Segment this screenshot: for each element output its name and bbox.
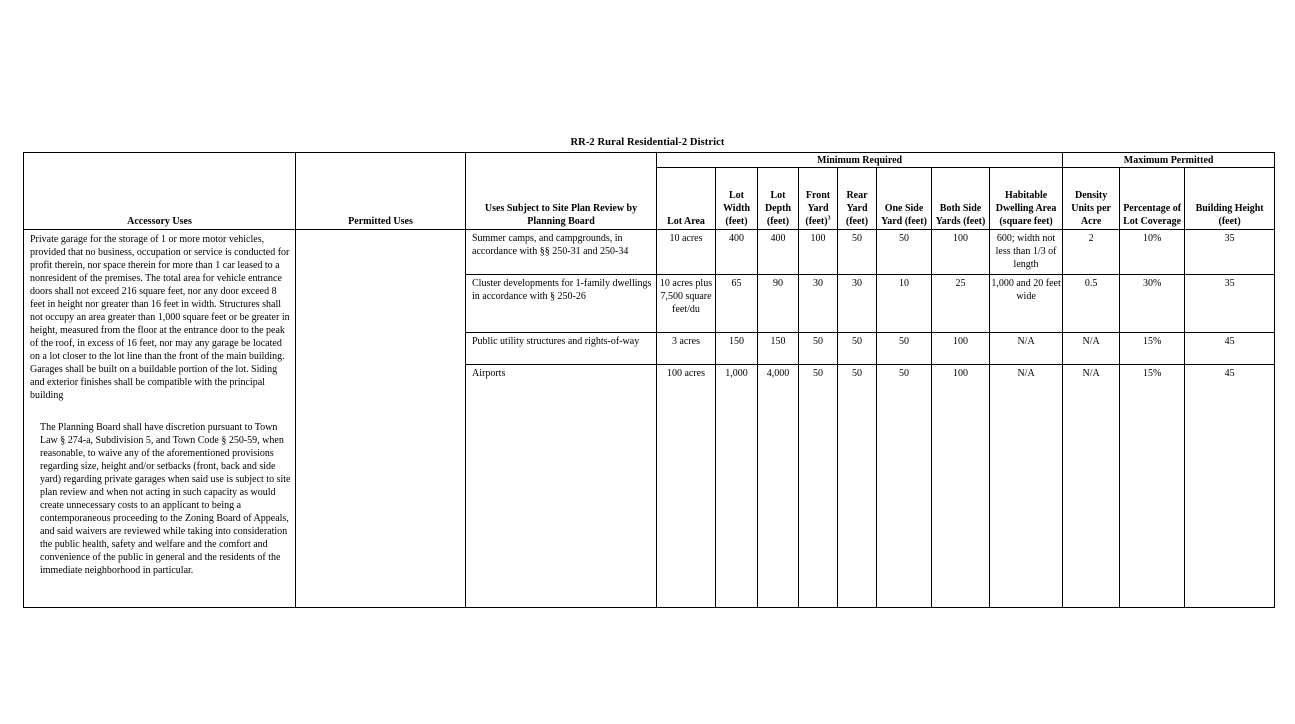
density-cell: N/A xyxy=(1063,365,1120,608)
habitable-area-cell: N/A xyxy=(990,333,1063,365)
lot-width-cell: 65 xyxy=(716,275,758,333)
building-height-cell: 35 xyxy=(1185,275,1275,333)
use-cell: Airports xyxy=(466,365,657,608)
habitable-area-cell: 600; width not less than 1/3 of length xyxy=(990,230,1063,275)
header-lot-coverage: Percentage of Lot Coverage xyxy=(1120,168,1185,230)
header-density: Density Units per Acre xyxy=(1063,168,1120,230)
rear-yard-cell: 30 xyxy=(838,275,877,333)
density-cell: 0.5 xyxy=(1063,275,1120,333)
lot-coverage-cell: 10% xyxy=(1120,230,1185,275)
rear-yard-cell: 50 xyxy=(838,333,877,365)
rear-yard-cell: 50 xyxy=(838,230,877,275)
front-yard-cell: 50 xyxy=(799,333,838,365)
lot-depth-cell: 90 xyxy=(758,275,799,333)
header-front-yard xyxy=(799,168,838,230)
zoning-table xyxy=(23,152,1275,608)
lot-width-cell: 150 xyxy=(716,333,758,365)
front-yard-cell: 30 xyxy=(799,275,838,333)
one-side-yard-cell: 10 xyxy=(877,275,932,333)
building-height-cell: 45 xyxy=(1185,365,1275,608)
lot-area-cell: 10 acres plus 7,500 square feet/du xyxy=(657,275,716,333)
header-building-height: Building Height (feet) xyxy=(1185,168,1275,230)
both-side-yards-cell: 100 xyxy=(932,230,990,275)
front-yard-cell: 50 xyxy=(799,365,838,608)
lot-coverage-cell: 15% xyxy=(1120,333,1185,365)
one-side-yard-cell: 50 xyxy=(877,230,932,275)
header-permitted-uses: Permitted Uses xyxy=(296,153,466,230)
header-site-plan-uses: Uses Subject to Site Plan Review by Planning Board xyxy=(466,153,657,230)
one-side-yard-cell: 50 xyxy=(877,365,932,608)
front-yard-footnote: 3 xyxy=(827,215,831,222)
header-minimum-required: Minimum Required xyxy=(657,153,1063,168)
density-cell: 2 xyxy=(1063,230,1120,275)
rear-yard-cell: 50 xyxy=(838,365,877,608)
permitted-uses-cell xyxy=(296,230,466,608)
both-side-yards-cell: 25 xyxy=(932,275,990,333)
front-yard-cell: 100 xyxy=(799,230,838,275)
lot-area-cell: 3 acres xyxy=(657,333,716,365)
header-one-side-yard: One Side Yard (feet) xyxy=(877,168,932,230)
accessory-waiver-text: The Planning Board shall have discretion pursuant to Town Law § 274-a, Subdivision 5, and Town Code § 250-59, when reasonable, to waive any of the aforementioned provisions regarding size, height and/or setbacks (front, back and side yard) regarding private garages when said use is subject to site plan review and when not acting in such capacity as would create unnecessary costs to an applicant to being a contemporaneous proceeding to the Zoning Board of Appeals, and said waivers are reviewed while taking into consideration the public health, safety and welfare and the comfort and convenience of the public in general and the residents of the immediate neighborhood in particular. xyxy=(40,422,291,576)
accessory-garage-text: Private garage for the storage of 1 or more motor vehicles, provided that no business, occupation or service is conducted for profit therein, nor space therein for more than 1 car leased to a nonresident of the premises. The total area for vehicle entrance doors shall not exceed 216 square feet, nor any door exceed 8 feet in height nor greater than 16 feet in width. Structures shall not occupy an area greater than 1,000 square feet or be greater in height, measured from the floor at the entrance door to the peak of the roof, in excess of 16 feet, nor may any garage be located on a lot closer to the lot line than the front of the main building. Garages shall be built on a buildable portion of the lot. Siding and exterior finishes shall be compatible with the principal building xyxy=(30,234,290,401)
use-cell: Cluster developments for 1-family dwellings in accordance with § 250-26 xyxy=(466,275,657,333)
use-cell: Public utility structures and rights-of-way xyxy=(466,333,657,365)
header-lot-area: Lot Area xyxy=(657,168,716,230)
group-header-row xyxy=(24,153,1275,168)
lot-coverage-cell: 30% xyxy=(1120,275,1185,333)
header-rear-yard: Rear Yard (feet) xyxy=(838,168,877,230)
header-lot-depth: Lot Depth (feet) xyxy=(758,168,799,230)
header-lot-width: Lot Width (feet) xyxy=(716,168,758,230)
lot-width-cell: 1,000 xyxy=(716,365,758,608)
lot-area-cell: 100 acres xyxy=(657,365,716,608)
one-side-yard-cell: 50 xyxy=(877,333,932,365)
header-habitable-area: Habitable Dwelling Area (square feet) xyxy=(990,168,1063,230)
lot-width-cell: 400 xyxy=(716,230,758,275)
header-maximum-permitted: Maximum Permitted xyxy=(1063,153,1275,168)
lot-depth-cell: 4,000 xyxy=(758,365,799,608)
header-both-side-yards: Both Side Yards (feet) xyxy=(932,168,990,230)
use-cell: Summer camps, and campgrounds, in accordance with §§ 250-31 and 250-34 xyxy=(466,230,657,275)
lot-depth-cell: 150 xyxy=(758,333,799,365)
lot-depth-cell: 400 xyxy=(758,230,799,275)
building-height-cell: 35 xyxy=(1185,230,1275,275)
accessory-uses-cell xyxy=(24,230,296,608)
habitable-area-cell: N/A xyxy=(990,365,1063,608)
header-front-yard-label: Front Yard (feet) xyxy=(805,190,831,227)
habitable-area-cell: 1,000 and 20 feet wide xyxy=(990,275,1063,333)
header-accessory-uses: Accessory Uses xyxy=(24,153,296,230)
table-row xyxy=(24,230,1275,275)
lot-area-cell: 10 acres xyxy=(657,230,716,275)
document-title: RR-2 Rural Residential-2 District xyxy=(570,137,725,148)
building-height-cell: 45 xyxy=(1185,333,1275,365)
both-side-yards-cell: 100 xyxy=(932,365,990,608)
both-side-yards-cell: 100 xyxy=(932,333,990,365)
density-cell: N/A xyxy=(1063,333,1120,365)
lot-coverage-cell: 15% xyxy=(1120,365,1185,608)
